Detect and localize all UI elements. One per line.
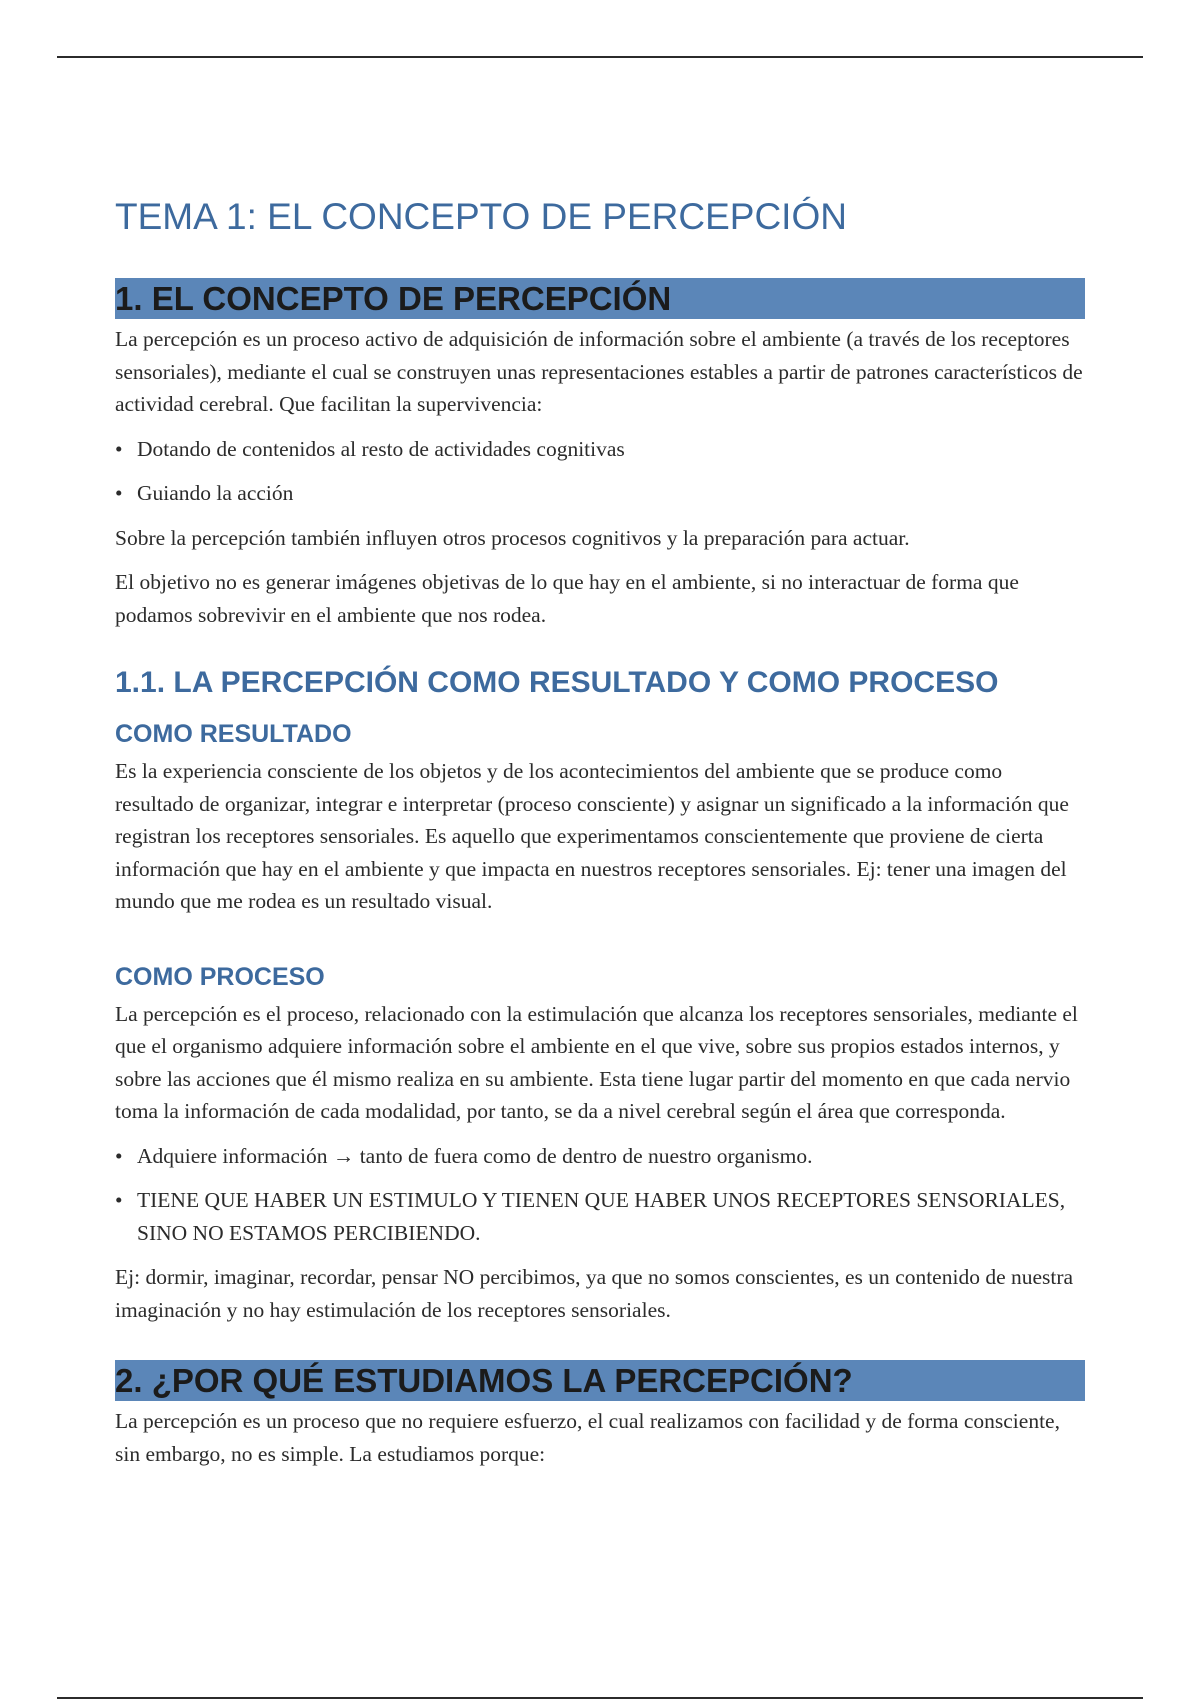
section-1-intro: La percepción es un proceso activo de adquisición de información sobre el ambiente (a través de los receptores sensoriales), mediante el cual se construyen unas representaciones estables a partir de patrones característicos de actividad cerebral. Que facilitan la supervivencia: xyxy=(115,327,1083,416)
list-item xyxy=(115,1184,1085,1249)
list-item xyxy=(115,477,1085,510)
list-item-text: TIENE QUE HABER UN ESTIMULO Y TIENEN QUE HABER UNOS RECEPTORES SENSORIALES, SINO NO ESTAMOS PERCIBIENDO. xyxy=(137,1188,1066,1245)
resultado-text: Es la experiencia consciente de los objetos y de los acontecimientos del ambiente que se produce como resultado de organizar, integrar e interpretar (proceso consciente) y asignar un significado a la información que registran los receptores sensoriales. Es aquello que experimentamos conscientemente que proviene de cierta información que hay en el ambiente y que impacta en nuestros receptores sensoriales. Ej: tener una imagen del mundo que me rodea es un resultado visual. xyxy=(115,759,1069,913)
section-1-heading: 1. EL CONCEPTO DE PERCEPCIÓN xyxy=(115,278,1085,319)
section-1-paragraph-3: El objetivo no es generar imágenes objetivas de lo que hay en el ambiente, si no interactuar de forma que podamos sobrevivir en el ambiente que nos rodea. xyxy=(115,570,1019,627)
section-1-paragraph-2: Sobre la percepción también influyen otros procesos cognitivos y la preparación para actuar. xyxy=(115,525,910,550)
document-body xyxy=(115,192,1085,1482)
section-2-heading: 2. ¿POR QUÉ ESTUDIAMOS LA PERCEPCIÓN? xyxy=(115,1360,1085,1401)
section-1-1-heading: 1.1. LA PERCEPCIÓN COMO RESULTADO Y COMO PROCESO xyxy=(115,666,999,699)
bullet-icon: • xyxy=(115,481,123,505)
section-1-bullet-list xyxy=(115,433,1085,510)
list-item xyxy=(115,433,1085,466)
proceso-heading: COMO PROCESO xyxy=(115,962,325,991)
bullet-icon: • xyxy=(115,1188,123,1212)
list-item-text: Dotando de contenidos al resto de actividades cognitivas xyxy=(137,436,625,461)
list-item-text: Guiando la acción xyxy=(137,481,294,505)
section-2-intro: La percepción es un proceso que no requiere esfuerzo, el cual realizamos con facilidad y de forma consciente, sin embargo, no es simple. La estudiamos porque: xyxy=(115,1409,1060,1466)
proceso-example: Ej: dormir, imaginar, recordar, pensar NO percibimos, ya que no somos conscientes, es un contenido de nuestra imaginación y no hay estimulación de los receptores sensoriales. xyxy=(115,1265,1074,1322)
list-item xyxy=(115,1140,1085,1173)
proceso-text: La percepción es el proceso, relacionado con la estimulación que alcanza los receptores sensoriales, mediante el que el organismo adquiere información sobre el ambiente en el que vive, sobre sus propios estados internos, y sobre las acciones que él mismo realiza en su ambiente. Esta tiene lugar partir del momento en que cada nervio toma la información de cada modalidad, por tanto, se da a nivel cerebral según el área que corresponda. xyxy=(115,1001,1078,1123)
top-rule xyxy=(57,56,1143,58)
resultado-heading: COMO RESULTADO xyxy=(115,720,352,748)
bullet-icon: • xyxy=(115,436,123,461)
document-title: TEMA 1: EL CONCEPTO DE PERCEPCIÓN xyxy=(115,196,847,237)
proceso-bullet-list xyxy=(115,1140,1085,1250)
list-item-text: Adquiere información → tanto de fuera como de dentro de nuestro organismo. xyxy=(137,1143,813,1168)
bottom-rule xyxy=(57,1697,1143,1699)
bullet-icon: • xyxy=(115,1143,123,1168)
